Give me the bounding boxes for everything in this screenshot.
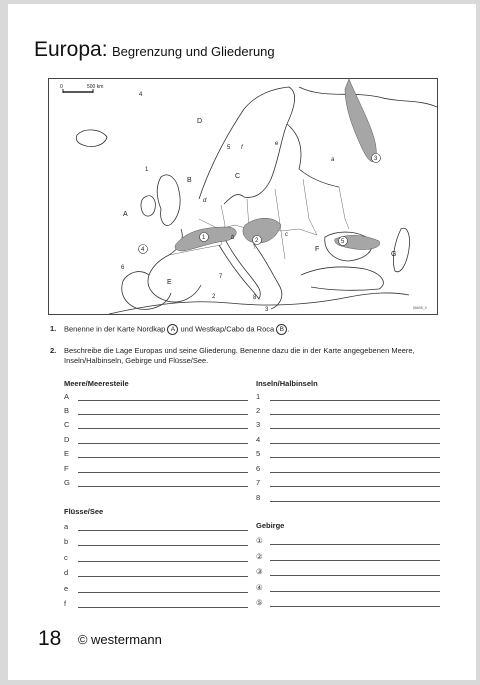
answer-row-insel[interactable]: 8: [256, 493, 440, 505]
scale-distance: 500 km: [87, 84, 104, 90]
page-footer: [38, 627, 162, 651]
island-label-5: 5: [227, 145, 231, 151]
heading-inseln: Inseln/Halbinseln: [256, 379, 318, 388]
urals-shade: [345, 79, 376, 162]
answer-row-meer[interactable]: D: [64, 435, 248, 447]
scale-zero: 0: [60, 84, 63, 90]
map-drawing: [49, 79, 437, 314]
answer-row-meer[interactable]: C: [64, 420, 248, 432]
answer-row-gebirge[interactable]: ①: [256, 536, 440, 548]
sea-label-c: C: [235, 173, 241, 180]
baltic-coast: [287, 124, 339, 187]
answer-row-meer[interactable]: E: [64, 449, 248, 461]
answer-row-gebirge[interactable]: ②: [256, 552, 440, 564]
island-label-8: 8: [253, 295, 257, 301]
italy: [219, 239, 260, 299]
answer-row-gebirge[interactable]: ⑤: [256, 598, 440, 610]
river-label-d: d: [203, 198, 207, 204]
answer-row-gebirge[interactable]: ③: [256, 567, 440, 579]
task-2-number: 2.: [50, 346, 57, 355]
sea-label-b: B: [187, 177, 192, 184]
sea-letters: [123, 118, 396, 286]
ireland: [141, 196, 155, 216]
river-label-e: e: [275, 141, 279, 147]
circled-b: B: [276, 324, 287, 335]
mountain-label-3: 3: [374, 156, 378, 162]
river-label-f: f: [241, 145, 243, 151]
scandinavia: [199, 87, 295, 204]
answer-row-gebirge[interactable]: ④: [256, 583, 440, 595]
task-1-text: Benenne in der Karte Nordkap A und Westkap/Cabo da Roca B .: [64, 324, 290, 334]
answer-row-insel[interactable]: 5: [256, 449, 440, 461]
sea-label-f: F: [315, 246, 320, 253]
island-label-6: 6: [121, 265, 125, 271]
circled-a: A: [167, 324, 178, 335]
island-label-4: 4: [139, 92, 143, 98]
river-label-a: a: [331, 157, 335, 163]
river-label-b: b: [231, 235, 235, 241]
island-label-2: 2: [212, 294, 216, 300]
answer-row-fluss[interactable]: b: [64, 537, 248, 549]
mountain-label-2: 2: [255, 238, 259, 244]
mountain-ranges: [175, 79, 380, 251]
europe-outline-map: [48, 78, 438, 315]
island-label-1: 1: [145, 167, 149, 173]
iceland: [76, 130, 107, 147]
map-code: 56695_3: [413, 306, 427, 310]
answer-row-fluss[interactable]: f: [64, 599, 248, 611]
publisher-credit: © westermann: [77, 631, 162, 647]
heading-fluesse: Flüsse/See: [64, 507, 104, 516]
page-title: [34, 38, 275, 62]
balkans: [254, 244, 282, 309]
caspian-sea: [393, 228, 409, 272]
river-label-c: c: [285, 232, 288, 238]
island-numbers: [121, 92, 269, 313]
africa-coast: [109, 293, 409, 314]
answer-row-meer[interactable]: A: [64, 392, 248, 404]
mountain-label-4: 4: [141, 247, 145, 253]
island-label-7: 7: [219, 274, 223, 280]
answer-row-fluss[interactable]: d: [64, 568, 248, 580]
answer-row-meer[interactable]: B: [64, 406, 248, 418]
sea-label-d: D: [197, 118, 203, 125]
coastlines: [76, 87, 437, 314]
heading-gebirge: Gebirge: [256, 521, 285, 530]
task-1-number: 1.: [50, 324, 57, 333]
title-main: Europa:: [34, 38, 108, 61]
answer-row-meer[interactable]: F: [64, 464, 248, 476]
british-isles: [157, 175, 180, 226]
answer-row-insel[interactable]: 1: [256, 392, 440, 404]
page-number: 18: [38, 627, 62, 650]
sea-label-e: E: [167, 279, 172, 286]
mountain-label-1: 1: [202, 235, 206, 241]
russia-north-coast: [299, 87, 437, 107]
task-2-text: Beschreibe die Lage Europas und seine Gliederung. Benenne dazu die in der Karte angegebenen Meere, Inseln/Halbinseln, Gebirge und Flüsse/See.: [64, 346, 415, 365]
answer-row-insel[interactable]: 2: [256, 406, 440, 418]
answer-row-fluss[interactable]: e: [64, 584, 248, 596]
answer-row-meer[interactable]: G: [64, 478, 248, 490]
answer-row-fluss[interactable]: a: [64, 522, 248, 534]
turkey: [301, 267, 383, 290]
sea-label-g: G: [391, 251, 397, 258]
answer-row-insel[interactable]: 3: [256, 420, 440, 432]
iberia: [122, 272, 171, 310]
scale-bar: [60, 84, 103, 93]
heading-meere: Meere/Meeresteile: [64, 379, 129, 388]
mountain-label-5: 5: [341, 239, 345, 245]
answer-row-fluss[interactable]: c: [64, 553, 248, 565]
answer-row-insel[interactable]: 4: [256, 435, 440, 447]
title-subtitle: Begrenzung und Gliederung: [112, 44, 275, 59]
answer-row-insel[interactable]: 7: [256, 478, 440, 490]
mountain-numbers: [139, 154, 381, 254]
sea-label-a: A: [123, 211, 128, 218]
answer-row-insel[interactable]: 6: [256, 464, 440, 476]
island-label-3: 3: [265, 307, 269, 313]
